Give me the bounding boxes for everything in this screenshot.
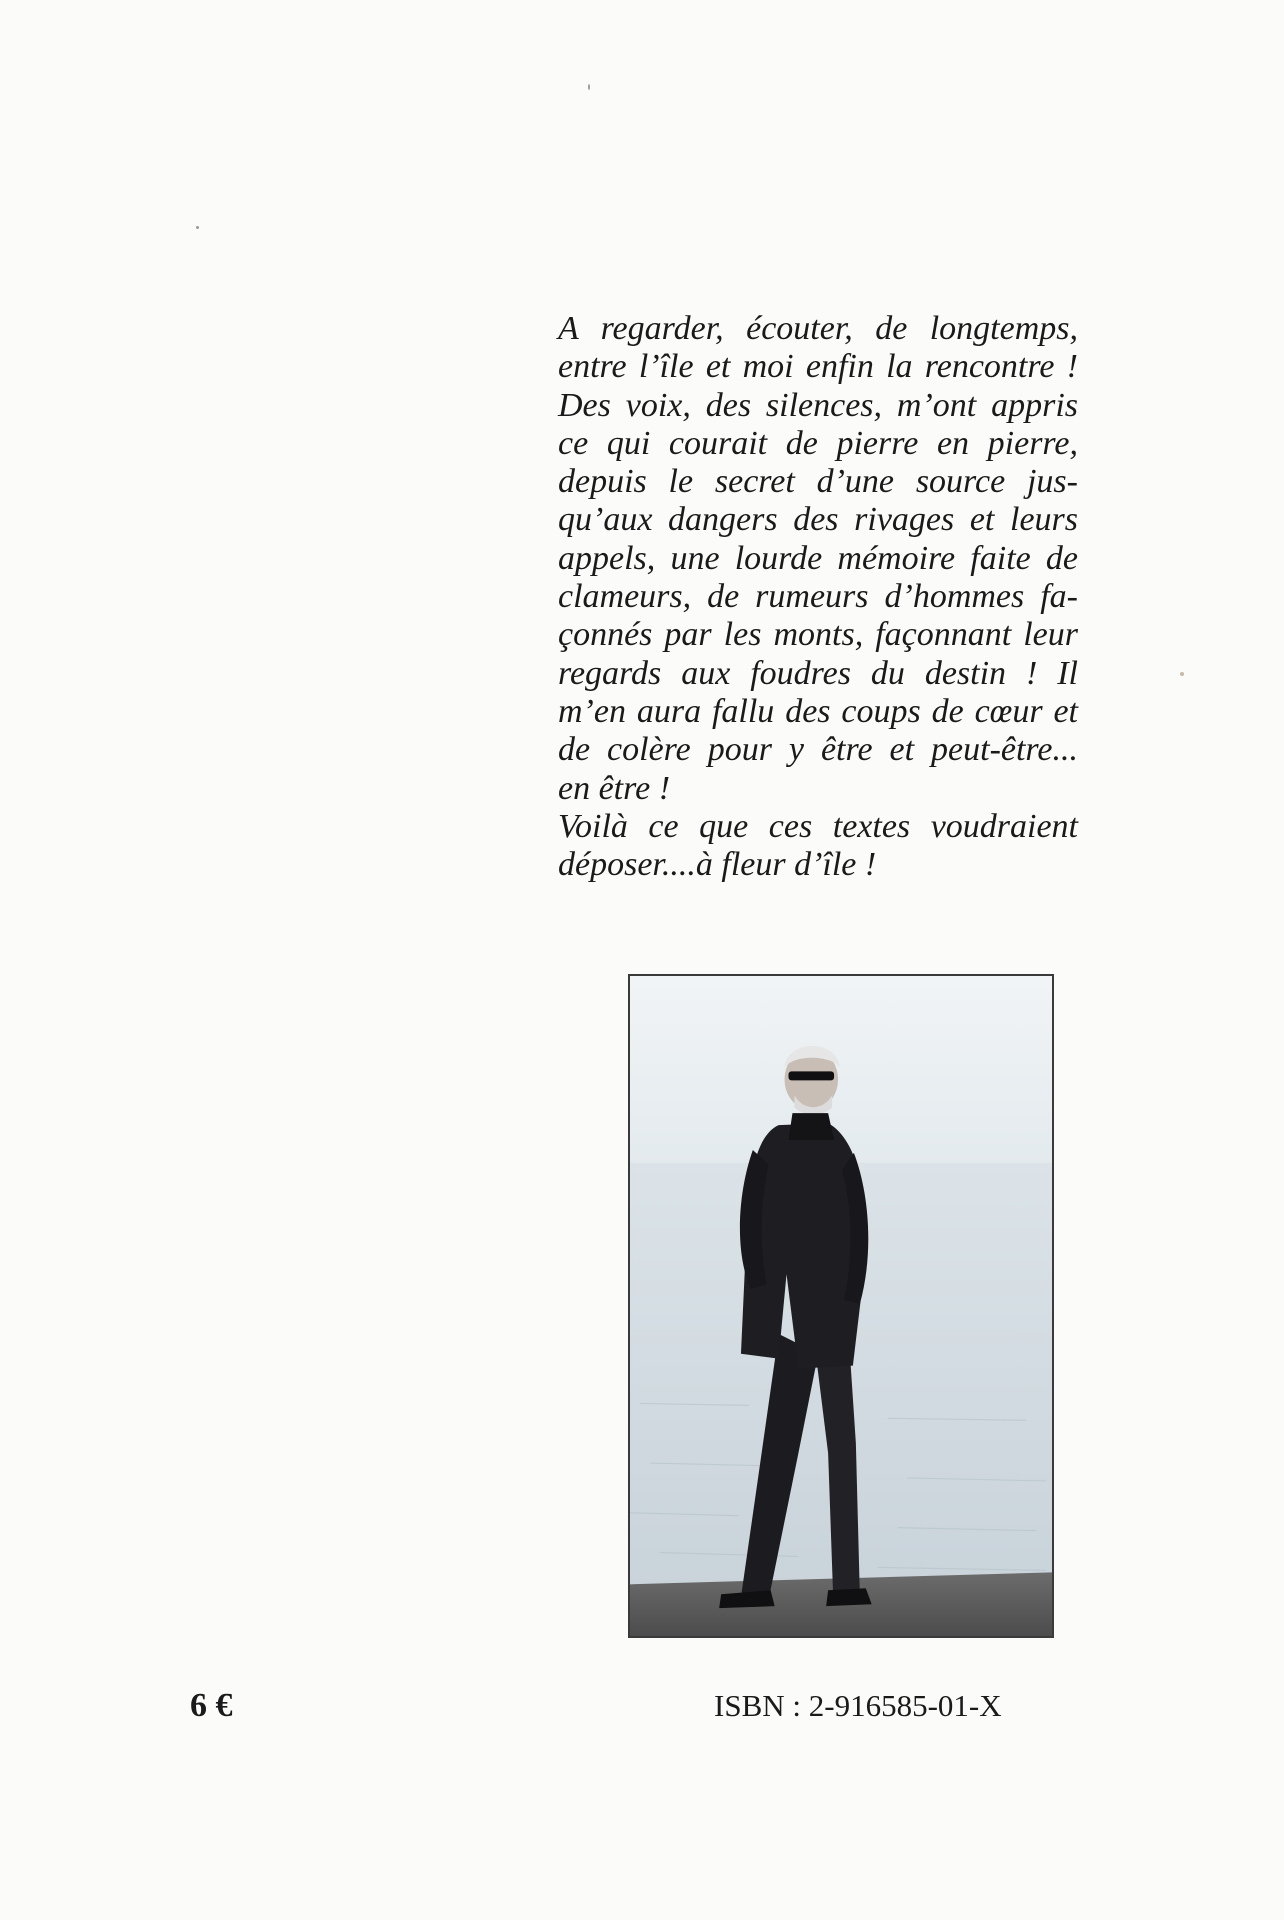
back-cover-blurb bbox=[558, 310, 1078, 884]
blurb-line: depuis le secret d’une source jus- bbox=[558, 463, 1078, 501]
blurb-line: de colère pour y être et peut-être... bbox=[558, 731, 1078, 769]
isbn-label: ISBN : 2-916585-01-X bbox=[714, 1688, 1002, 1723]
blurb-line: en être ! bbox=[558, 769, 671, 807]
author-photo-illustration bbox=[630, 976, 1052, 1636]
blurb-line: regards aux foudres du destin ! Il bbox=[558, 654, 1078, 692]
blurb-line: qu’aux dangers des rivages et leurs bbox=[558, 501, 1078, 539]
blurb-line: Des voix, des silences, m’ont appris bbox=[558, 386, 1078, 424]
blurb-line: appels, une lourde mémoire faite de bbox=[558, 539, 1078, 577]
price-label: 6 € bbox=[190, 1687, 233, 1724]
author-photo bbox=[628, 974, 1054, 1638]
blurb-line: déposer....à fleur d’île ! bbox=[558, 846, 877, 884]
blurb-line: entre l’île et moi enfin la rencontre ! bbox=[558, 348, 1078, 386]
blurb-line: A regarder, écouter, de longtemps, bbox=[558, 310, 1078, 347]
scan-speck bbox=[588, 84, 590, 90]
scan-speck bbox=[196, 226, 199, 229]
blurb-line: clameurs, de rumeurs d’hommes fa- bbox=[558, 578, 1078, 616]
blurb-line: ce qui courait de pierre en pierre, bbox=[558, 424, 1078, 462]
blurb-line: m’en aura fallu des coups de cœur et bbox=[558, 692, 1078, 730]
scan-speck bbox=[1180, 672, 1184, 676]
blurb-line: Voilà ce que ces textes voudraient bbox=[558, 807, 1078, 845]
blurb-line: çonnés par les monts, façonnant leur bbox=[558, 616, 1078, 654]
